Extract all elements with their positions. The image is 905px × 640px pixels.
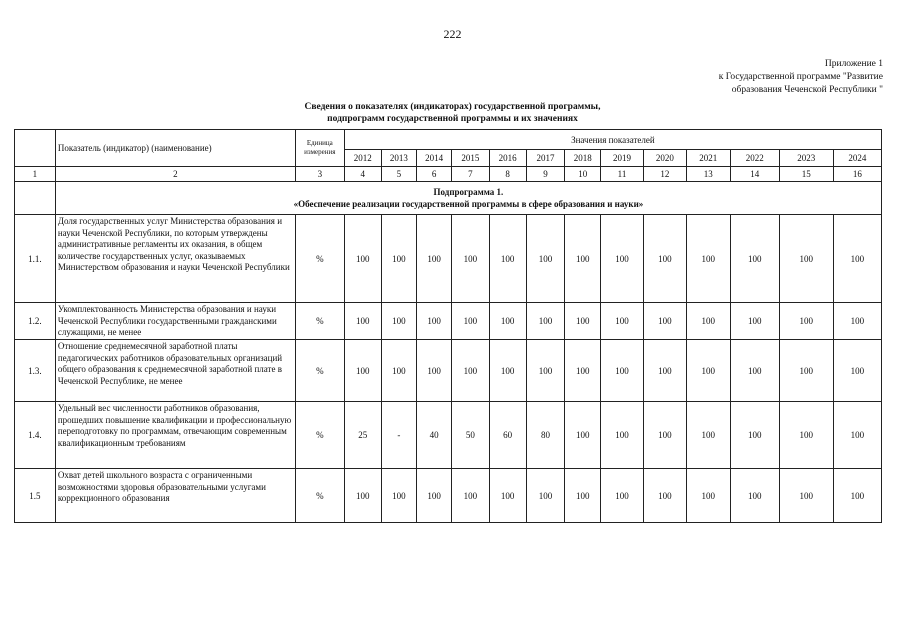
subprogram-line-1: Подпрограмма 1. — [433, 187, 504, 197]
value-cell-2016: 100 — [489, 340, 526, 402]
subprogram-row — [15, 182, 882, 215]
unit-cell: % — [295, 215, 344, 303]
value-cell-2021: 100 — [686, 303, 730, 340]
appendix-line-2: к Государственной программе "Развитие — [718, 72, 883, 82]
value-cell-2016: 60 — [489, 402, 526, 469]
indicator-name: Удельный вес численности работников образования, прошедших повышение квалификации и профессиональную переподготовку по программам, отвечающим современным квалификационным требованиям — [55, 402, 295, 469]
value-cell-2017: 100 — [526, 469, 565, 523]
column-number-11: 11 — [601, 167, 644, 182]
header-year-2013: 2013 — [381, 150, 417, 167]
table-row — [15, 402, 882, 469]
value-cell-2022: 100 — [730, 469, 779, 523]
document-title — [0, 101, 905, 125]
header-year-2023: 2023 — [779, 150, 833, 167]
value-cell-2021: 100 — [686, 469, 730, 523]
value-cell-2019: 100 — [601, 340, 644, 402]
value-cell-2013: 100 — [381, 469, 417, 523]
value-cell-2014: 100 — [417, 303, 452, 340]
value-cell-2017: 100 — [526, 215, 565, 303]
value-cell-2014: 40 — [417, 402, 452, 469]
row-number: 1.1. — [15, 215, 56, 303]
header-year-2022: 2022 — [730, 150, 779, 167]
header-year-2016: 2016 — [489, 150, 526, 167]
header-indicator: Показатель (индикатор) (наименование) — [55, 130, 295, 167]
value-cell-2023: 100 — [779, 215, 833, 303]
value-cell-2018: 100 — [565, 215, 601, 303]
table-row — [15, 340, 882, 402]
value-cell-2015: 100 — [452, 340, 490, 402]
column-number-6: 6 — [417, 167, 452, 182]
value-cell-2017: 100 — [526, 340, 565, 402]
value-cell-2012: 100 — [344, 340, 381, 402]
appendix-note — [719, 58, 883, 97]
row-number: 1.3. — [15, 340, 56, 402]
indicator-name: Доля государственных услуг Министерства образования и науки Чеченской Республики, по которым утверждены административные регламенты их оказания, в общем количестве государственных услуг, оказываемых Министерством образования и науки Чеченской Республики — [55, 215, 295, 303]
subprogram-number-cell — [15, 182, 56, 215]
column-number-1: 1 — [15, 167, 56, 182]
value-cell-2014: 100 — [417, 340, 452, 402]
header-unit: Единица измерения — [295, 130, 344, 167]
row-number: 1.2. — [15, 303, 56, 340]
value-cell-2023: 100 — [779, 469, 833, 523]
value-cell-2017: 80 — [526, 402, 565, 469]
value-cell-2019: 100 — [601, 469, 644, 523]
header-year-2018: 2018 — [565, 150, 601, 167]
column-number-9: 9 — [526, 167, 565, 182]
unit-cell: % — [295, 340, 344, 402]
value-cell-2024: 100 — [833, 469, 881, 523]
value-cell-2013: 100 — [381, 340, 417, 402]
value-cell-2024: 100 — [833, 340, 881, 402]
value-cell-2021: 100 — [686, 340, 730, 402]
value-cell-2013: 100 — [381, 303, 417, 340]
header-year-2014: 2014 — [417, 150, 452, 167]
subprogram-title — [55, 182, 881, 215]
column-numbers-row — [15, 167, 882, 182]
header-year-2021: 2021 — [686, 150, 730, 167]
column-number-15: 15 — [779, 167, 833, 182]
indicator-name: Укомплектованность Министерства образования и науки Чеченской Республики государственными гражданскими служащими, не менее — [55, 303, 295, 340]
value-cell-2021: 100 — [686, 215, 730, 303]
indicators-table — [14, 129, 882, 523]
appendix-line-3: образования Чеченской Республики " — [731, 85, 883, 95]
indicator-rows — [15, 215, 882, 523]
column-number-5: 5 — [381, 167, 417, 182]
row-number: 1.4. — [15, 402, 56, 469]
value-cell-2024: 100 — [833, 303, 881, 340]
header-year-2012: 2012 — [344, 150, 381, 167]
value-cell-2020: 100 — [643, 215, 686, 303]
table-row — [15, 469, 882, 523]
header-year-2019: 2019 — [601, 150, 644, 167]
value-cell-2017: 100 — [526, 303, 565, 340]
unit-cell: % — [295, 303, 344, 340]
header-row-top — [15, 130, 882, 150]
column-number-13: 13 — [686, 167, 730, 182]
header-values: Значения показателей — [344, 130, 881, 150]
value-cell-2013: 100 — [381, 215, 417, 303]
value-cell-2019: 100 — [601, 215, 644, 303]
value-cell-2019: 100 — [601, 402, 644, 469]
value-cell-2016: 100 — [489, 215, 526, 303]
value-cell-2018: 100 — [565, 402, 601, 469]
value-cell-2018: 100 — [565, 303, 601, 340]
value-cell-2012: 100 — [344, 215, 381, 303]
column-number-4: 4 — [344, 167, 381, 182]
value-cell-2013: - — [381, 402, 417, 469]
value-cell-2022: 100 — [730, 340, 779, 402]
value-cell-2023: 100 — [779, 340, 833, 402]
value-cell-2015: 50 — [452, 402, 490, 469]
value-cell-2022: 100 — [730, 402, 779, 469]
value-cell-2015: 100 — [452, 215, 490, 303]
value-cell-2020: 100 — [643, 340, 686, 402]
table-row — [15, 215, 882, 303]
value-cell-2012: 25 — [344, 402, 381, 469]
value-cell-2022: 100 — [730, 215, 779, 303]
indicator-name: Отношение среднемесячной заработной платы педагогических работников образовательных организаций общего образования к среднемесячной заработной плате в Чеченской Республике, не менее — [55, 340, 295, 402]
appendix-line-1: Приложение 1 — [824, 59, 883, 69]
value-cell-2024: 100 — [833, 402, 881, 469]
unit-cell: % — [295, 402, 344, 469]
unit-cell: % — [295, 469, 344, 523]
column-number-10: 10 — [565, 167, 601, 182]
value-cell-2024: 100 — [833, 215, 881, 303]
page-number: 222 — [443, 27, 462, 41]
column-number-16: 16 — [833, 167, 881, 182]
header-number-cell — [15, 130, 56, 167]
indicator-name: Охват детей школьного возраста с ограниченными возможностями здоровья образовательными услугами коррекционного образования — [55, 469, 295, 523]
value-cell-2023: 100 — [779, 402, 833, 469]
header-year-2015: 2015 — [452, 150, 490, 167]
header-year-2024: 2024 — [833, 150, 881, 167]
column-number-8: 8 — [489, 167, 526, 182]
value-cell-2014: 100 — [417, 215, 452, 303]
title-line-1: Сведения о показателях (индикаторах) государственной программы, — [304, 102, 601, 112]
column-number-3: 3 — [295, 167, 344, 182]
value-cell-2020: 100 — [643, 402, 686, 469]
value-cell-2016: 100 — [489, 469, 526, 523]
value-cell-2015: 100 — [452, 303, 490, 340]
value-cell-2019: 100 — [601, 303, 644, 340]
value-cell-2022: 100 — [730, 303, 779, 340]
row-number: 1.5 — [15, 469, 56, 523]
column-number-12: 12 — [643, 167, 686, 182]
value-cell-2016: 100 — [489, 303, 526, 340]
value-cell-2018: 100 — [565, 469, 601, 523]
column-number-2: 2 — [55, 167, 295, 182]
value-cell-2012: 100 — [344, 469, 381, 523]
value-cell-2018: 100 — [565, 340, 601, 402]
value-cell-2021: 100 — [686, 402, 730, 469]
header-year-2017: 2017 — [526, 150, 565, 167]
header-year-2020: 2020 — [643, 150, 686, 167]
table-row — [15, 303, 882, 340]
value-cell-2020: 100 — [643, 469, 686, 523]
value-cell-2014: 100 — [417, 469, 452, 523]
value-cell-2023: 100 — [779, 303, 833, 340]
value-cell-2015: 100 — [452, 469, 490, 523]
value-cell-2020: 100 — [643, 303, 686, 340]
subprogram-line-2: «Обеспечение реализации государственной программы в сфере образования и науки» — [293, 199, 644, 209]
value-cell-2012: 100 — [344, 303, 381, 340]
column-number-7: 7 — [452, 167, 490, 182]
title-line-2: подпрограмм государственной программы и их значениях — [327, 114, 578, 124]
column-number-14: 14 — [730, 167, 779, 182]
